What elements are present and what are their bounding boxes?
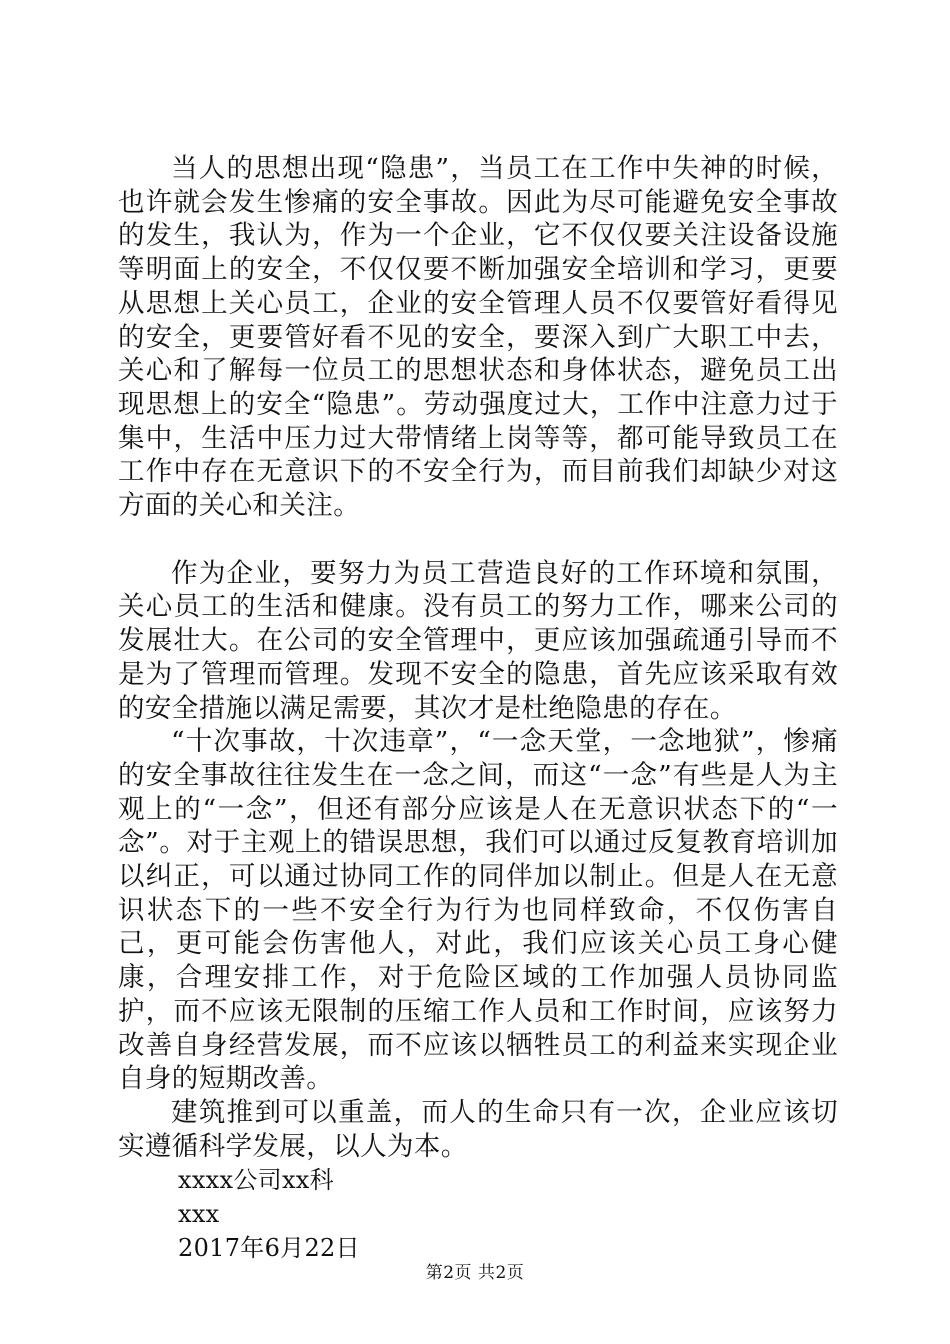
signature-company: xxxx公司xx科 bbox=[178, 1166, 334, 1195]
page-footer: 第2页 共2页 bbox=[425, 1263, 525, 1283]
document-body bbox=[118, 152, 838, 1265]
paragraph-people-oriented: 建筑推到可以重盖，而人的生命只有一次，企业应该切实遵循科学发展，以人为本。 bbox=[118, 1096, 838, 1162]
paragraph-one-thought: “十次事故，十次违章”，“一念天堂，一念地狱”，惨痛的安全事故往往发生在一念之间，而这“一念”有些是人为主观上的“一念”，但还有部分应该是人在无意识状态下的“一念”。对于主观上的错误思想，我们可以通过反复教育培训加以纠正，可以通过协同工作的同伴加以制止。但是人在无意识状态下的一些不安全行为行为也同样致命，不仅伤害自己，更可能会伤害他人，对此，我们应该关心员工身心健康，合理安排工作，对于危险区域的工作加强人员协同监护，而不应该无限制的压缩工作人员和工作时间，应该努力改善自身经营发展，而不应该以牺牲员工的利益来实现企业自身的短期改善。 bbox=[118, 726, 838, 1095]
paragraph-enterprise-responsibility: 作为企业，要努力为员工营造良好的工作环境和氛围，关心员工的生活和健康。没有员工的努力工作，哪来公司的发展壮大。在公司的安全管理中，更应该加强疏通引导而不是为了管理而管理。发现不安全的隐患，首先应该采取有效的安全措施以满足需要，其次才是杜绝隐患的存在。 bbox=[118, 557, 838, 724]
signature-name: xxx bbox=[178, 1200, 220, 1229]
signature-date: 2017年6月22日 bbox=[178, 1234, 360, 1263]
paragraph-hidden-danger: 当人的思想出现“隐患”，当员工在工作中失神的时候，也许就会发生惨痛的安全事故。因此为尽可能避免安全事故的发生，我认为，作为一个企业，它不仅仅要关注设备设施等明面上的安全，不仅仅要不断加强安全培训和学习，更要从思想上关心员工，企业的安全管理人员不仅要管好看得见的安全，更要管好看不见的安全，要深入到广大职工中去，关心和了解每一位员工的思想状态和身体状态，避免员工出现思想上的安全“隐患”。劳动强度过大，工作中注意力过于集中，生活中压力过大带情绪上岗等等，都可能导致员工在工作中存在无意识下的不安全行为，而目前我们却缺少对这方面的关心和关注。 bbox=[118, 153, 838, 522]
